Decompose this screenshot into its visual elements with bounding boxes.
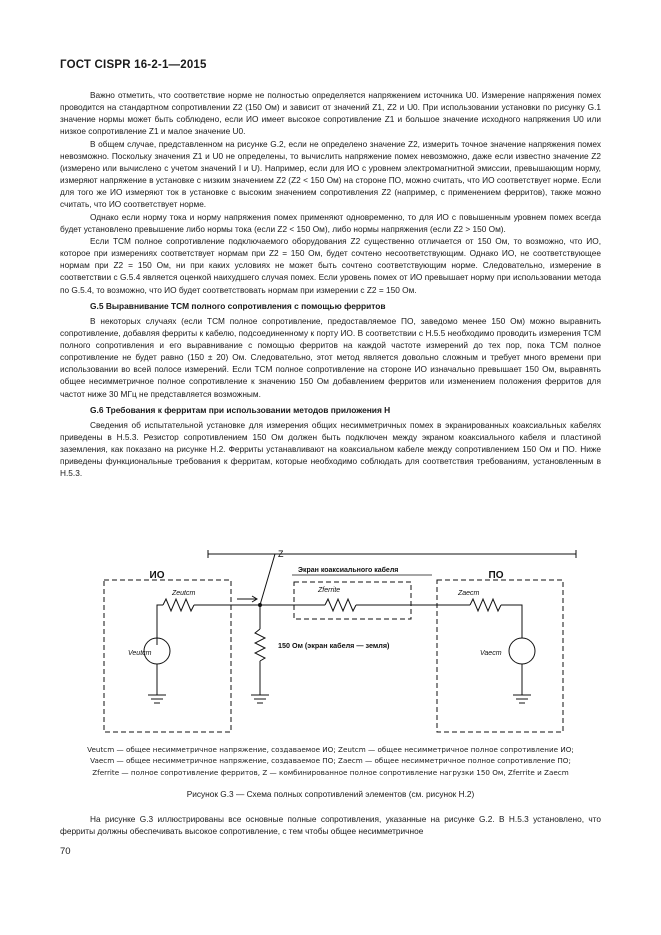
figure-caption: Рисунок G.3 — Схема полных сопротивлений элементов (см. рисунок Н.2) [186, 789, 475, 799]
label-resistor: 150 Ом (экран кабеля — земля) [278, 641, 390, 650]
closing-text [60, 813, 601, 837]
label-v-eutcm: Veutcm [128, 650, 152, 657]
legend-line-1: Veutcm — общее несимметричное напряжение, создаваемое ИО; Zeutcm — общее несимметричное полное сопротивление ИО; [87, 745, 574, 754]
section-heading-g5: G.5 Выравнивание ТСМ полного сопротивления с помощью ферритов [90, 300, 386, 311]
paragraph-6: Сведения об испытательной установке для измерения общих несимметричных помех в экранированных коаксиальных кабелях приведены в Н.5.3. Резистор сопротивлением 150 Ом должен быть подключен между экраном коаксиального кабеля и пластиной заземления, как показано на рисунке Н.2. Ферриты устанавливают на коаксиальном кабеле между сопротивлением 150 Ом и ПО. Ниже приведены функциональные требования к ферритам, которые необходимо соблюдать для соответствия требованиям, установленным в Н.5.3. [60, 419, 601, 479]
z-pointer-line [260, 554, 275, 605]
po-right-wire [501, 605, 522, 638]
v-aecm-source [509, 638, 535, 664]
label-io: ИО [149, 570, 165, 581]
ferrite-box [294, 582, 411, 619]
label-z-aecm: Zaecm [458, 590, 480, 597]
junction-dot [258, 603, 262, 607]
document-header: ГОСТ CISPR 16-2-1—2015 [60, 59, 207, 71]
label-z-eutcm: Zeutcm [172, 590, 196, 597]
paragraph-3: Однако если норму тока и норму напряжения помех применяют одновременно, то для ИО с повышенным уровнем помех всегда будет установлено превышение либо нормы тока (если Z2 < 150 Ом), либо нормы напряжения (если Z2 > 150 Ом). [60, 211, 601, 234]
paragraph-5: В некоторых случаях (если ТСМ полное сопротивление, предоставляемое ПО, заведомо менее 150 Ом) можно выравнить сопротивление, добавляя ферриты к кабелю, подсоединенному к порту ИО. В соответствии с Н.5.5 необходимо проводить измерения ТСМ полного сопротивления и его выравнивание с помощью ферритов на каждой частоте измерений до тех пор, пока ТСМ полное сопротивление не будет равно (150 ± 20) Ом. Следовательно, этот метод является довольно сложным и требует много времени при использовании во всей полосе измерений. Если ТСМ полное сопротивление на стороне ИО изначально превышает 150 Ом, выравнять общее несимметричное полное сопротивление к значению 150 Ом добавлением ферритов или изменением положения ферритов для частот ниже 30 МГц не представляется возможным. [60, 315, 601, 399]
page-number: 70 [60, 846, 71, 857]
label-z: Z [278, 549, 284, 559]
label-z-ferrite: Zferrite [318, 587, 341, 594]
paragraph-4: Если ТСМ полное сопротивление подключаемого оборудования Z2 существенно отличается от 150 Ом, то возможно, что ИО, которое при измерениях соответствует нормам при Z2 = 150 Ом, будет сочтено несоответствующим. Однако ИО, не соответствующее нормам при Z2 = 150 Ом, ни при каких условиях не может быть сочтено соответствующим норме. Следовательно, измерение в соответствии с G.5.4 является оценкой наихудшего случая помех. Если уровень помех от ИО превышает норму при использовании метода по G.5.4, то возможно, что ИО будет соответствовать нормам при измерении с Z2 = 150 Ом. [60, 235, 601, 295]
legend-line-3: Zferrite — полное сопротивление ферритов, Z — комбинированное полное сопротивление нагрузки 150 Ом, Zferrite и Zaecm [92, 767, 569, 777]
paragraph-7: На рисунке G.3 иллюстрированы все основные полные сопротивления, указанные на рисунке G.2. В Н.5.3 установлено, что ферриты должны обеспечивать высокое сопротивление, с тем чтобы общее несимметричное [60, 814, 601, 837]
circuit-diagram [60, 545, 601, 740]
label-v-aecm: Vaecm [480, 650, 502, 657]
figure-legend [60, 744, 601, 778]
legend-line-2: Vaecm — общее несимметричное напряжение, создаваемое ПО; Zaecm — общее несимметричное полное сопротивление ПО; [90, 756, 571, 766]
paragraph-1: Важно отметить, что соответствие норме не полностью определяется напряжением источника U0. Измерение напряжения помех проводится на стандартном сопротивлении Z2 (150 Ом) и зависит от значений Z1, Z2 и U0. При использовании установки по рисунку G.1 значение нормы может быть соблюдено, если ИО имеет высокое сопротивление Z1 и большое значение исходного напряжения U0 или низкое сопротивление Z1 и малое значение U0. [60, 90, 601, 137]
resistor-150-ohm [255, 629, 265, 661]
z-aecm-resistor [470, 599, 501, 611]
paragraph-2: В общем случае, представленном на рисунке G.2, если не определено значение Z2, измерить точное значение напряжения помех невозможно. Поскольку значения Z1 и U0 не определены, то вычислить напряжение помех невозможно, даже если известно значение Z2 (измерено или вычислено с учетом значений I и U). Например, если для ИО с уровнем электромагнитной эмиссии, превышающим норму, измеряют напряжение в установке с низким значением Z2 (Z2 < 150 Ом) на стороне ПО, можно считать, что ИО соответствует норме. Если для того же ИО измеряют ток в установке с высоким значением сопротивления Z2 (например, с применением ферритов), также можно считать, что ИО соответствует норме. [60, 138, 601, 210]
z-eutcm-resistor [163, 599, 194, 611]
main-text [60, 89, 601, 480]
label-screen: Экран коаксиального кабеля [298, 567, 399, 574]
section-heading-g6: G.6 Требования к ферритам при использовании методов приложения Н [90, 404, 391, 415]
label-po: ПО [488, 570, 504, 581]
z-ferrite-resistor [325, 599, 356, 611]
